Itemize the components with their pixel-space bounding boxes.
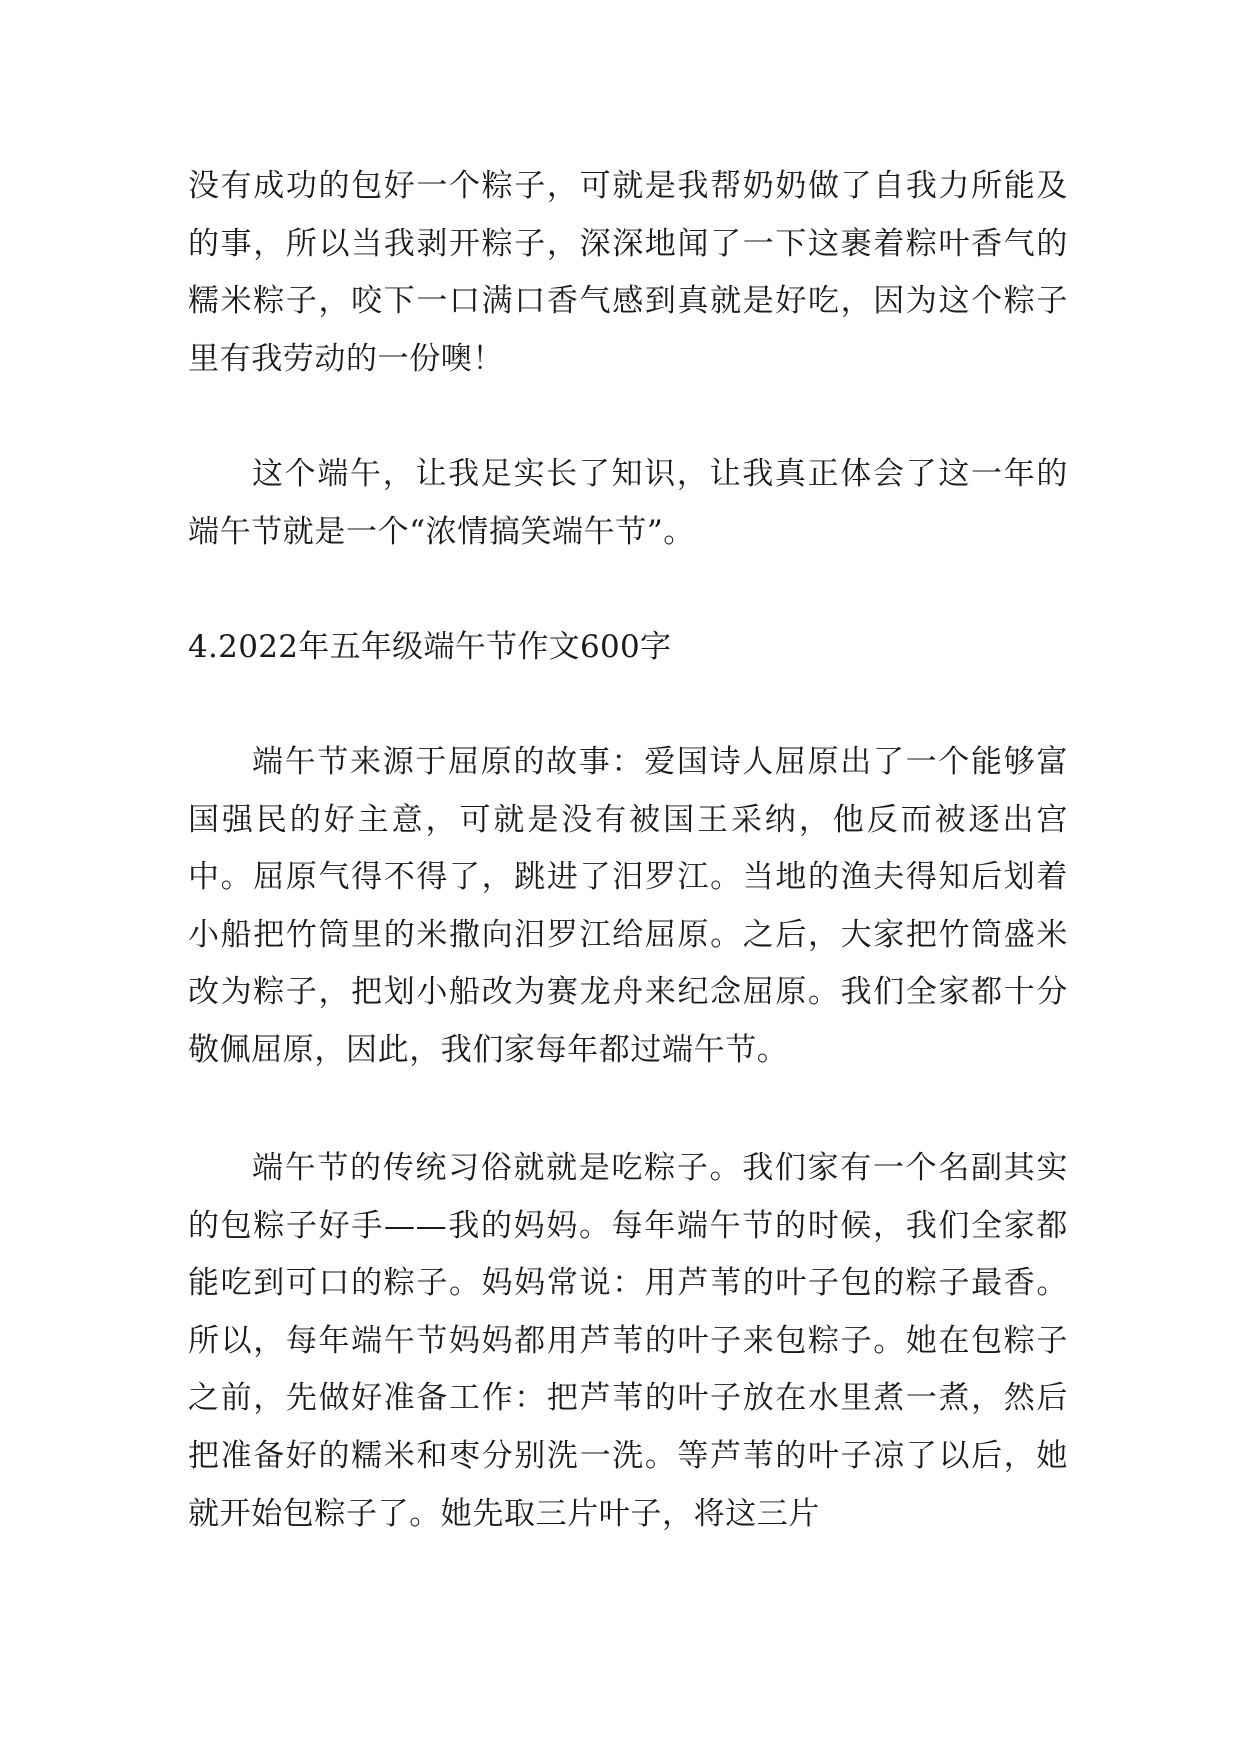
- paragraph-origin-story: 端午节来源于屈原的故事：爱国诗人屈原出了一个能够富国强民的好主意，可就是没有被国王采纳，他反而被逐出宫中。屈原气得不得了，跳进了汨罗江。当地的渔夫得知后划着小船把竹筒里的米撒向汨罗江给屈原。之后，大家把竹筒盛米改为粽子，把划小船改为赛龙舟来纪念屈原。我们全家都十分敬佩屈原，因此，我们家每年都过端午节。: [188, 744, 1068, 1068]
- paragraph-continued: 没有成功的包好一个粽子，可就是我帮奶奶做了自我力所能及的事，所以当我剥开粽子，深深地闻了一下这裹着粽叶香气的糯米粽子，咬下一口满口香气感到真就是好吃，因为这个粽子里有我劳动的一份噢！: [188, 168, 1068, 377]
- paragraph-conclusion: 这个端午，让我足实长了知识，让我真正体会了这一年的端午节就是一个“浓情搞笑端午节”。: [188, 456, 1068, 550]
- section-heading: 4.2022年五年级端午节作文600字: [188, 629, 672, 665]
- paragraph-zongzi-custom: 端午节的传统习俗就就是吃粽子。我们家有一个名副其实的包粽子好手——我的妈妈。每年端午节的时候，我们全家都能吃到可口的粽子。妈妈常说：用芦苇的叶子包的粽子最香。所以，每年端午节妈妈都用芦苇的叶子来包粽子。她在包粽子之前，先做好准备工作：把芦苇的叶子放在水里煮一煮，然后把准备好的糯米和枣分别洗一洗。等芦苇的叶子凉了以后，她就开始包粽子了。她先取三片叶子，将这三片: [188, 1150, 1068, 1532]
